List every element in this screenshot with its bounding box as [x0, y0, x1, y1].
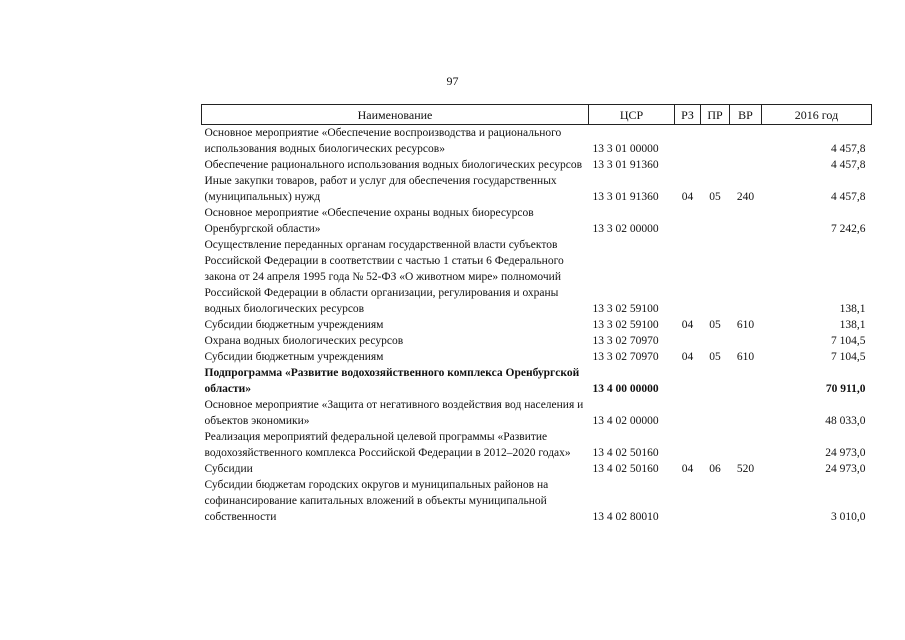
table-row	[202, 317, 872, 333]
row-vr	[730, 205, 762, 237]
row-vr	[730, 237, 762, 317]
row-pr	[701, 397, 730, 429]
row-vr	[730, 333, 762, 349]
header-year: 2016 год	[762, 105, 872, 125]
row-csr: 13 4 00 00000	[592, 383, 659, 395]
row-name: Подпрограмма «Развитие водохозяйственного комплекса Оренбургской области»	[204, 367, 580, 395]
row-csr: 13 4 02 50160	[592, 463, 659, 475]
row-name: Основное мероприятие «Обеспечение воспроизводства и рационального использования водных биологических ресурсов»	[204, 127, 562, 155]
row-csr: 13 3 02 59100	[592, 303, 659, 315]
row-vr	[730, 157, 762, 173]
budget-table	[201, 104, 872, 525]
header-csr: ЦСР	[589, 105, 675, 125]
table-row	[202, 173, 872, 205]
row-name: Иные закупки товаров, работ и услуг для обеспечения государственных (муниципальных) нужд	[204, 175, 557, 203]
row-rz: 04	[681, 351, 694, 363]
page-number: 97	[446, 74, 459, 88]
row-rz: 04	[681, 319, 694, 331]
row-rz	[675, 477, 701, 525]
row-amount: 4 457,8	[831, 191, 866, 203]
row-amount: 24 973,0	[825, 463, 866, 475]
row-vr: 520	[736, 463, 755, 475]
row-name: Субсидии бюджетам городских округов и муниципальных районов на софинансирование капитальных вложений в объекты муниципальной собственности	[204, 479, 549, 523]
header-rz: РЗ	[675, 105, 701, 125]
row-vr	[730, 397, 762, 429]
table-row	[202, 125, 872, 158]
row-rz	[675, 125, 701, 158]
row-pr	[701, 237, 730, 317]
row-pr	[701, 157, 730, 173]
row-name: Субсидии бюджетным учреждениям	[204, 319, 384, 331]
row-pr	[701, 365, 730, 397]
row-rz: 04	[681, 463, 694, 475]
table-row	[202, 157, 872, 173]
row-name: Основное мероприятие «Обеспечение охраны водных биоресурсов Оренбургской области»	[204, 207, 534, 235]
row-csr: 13 3 01 00000	[592, 143, 659, 155]
table-row	[202, 477, 872, 525]
row-amount: 7 104,5	[831, 335, 866, 347]
table-row	[202, 333, 872, 349]
row-pr: 05	[709, 319, 721, 331]
row-csr: 13 3 02 59100	[592, 319, 659, 331]
row-vr	[730, 125, 762, 158]
row-name: Обеспечение рационального использования водных биологических ресурсов	[204, 159, 583, 171]
row-pr: 05	[709, 351, 721, 363]
row-rz	[675, 429, 701, 461]
table-row	[202, 205, 872, 237]
row-name: Охрана водных биологических ресурсов	[204, 335, 404, 347]
row-amount: 70 911,0	[825, 383, 866, 395]
row-vr	[730, 365, 762, 397]
row-vr: 610	[736, 351, 755, 363]
row-name: Субсидии бюджетным учреждениям	[204, 351, 384, 363]
row-rz	[675, 333, 701, 349]
row-amount: 7 242,6	[831, 223, 866, 235]
row-amount: 7 104,5	[831, 351, 866, 363]
row-csr: 13 3 01 91360	[592, 191, 659, 203]
row-pr	[701, 333, 730, 349]
row-amount: 4 457,8	[831, 143, 866, 155]
row-rz: 04	[681, 191, 694, 203]
row-csr: 13 3 01 91360	[592, 159, 659, 171]
header-vr: ВР	[730, 105, 762, 125]
header-pr: ПР	[701, 105, 730, 125]
row-rz	[675, 205, 701, 237]
row-amount: 48 033,0	[825, 415, 866, 427]
row-pr	[701, 125, 730, 158]
row-csr: 13 4 02 00000	[592, 415, 659, 427]
row-csr: 13 4 02 80010	[592, 511, 659, 523]
row-pr: 06	[709, 463, 721, 475]
row-amount: 24 973,0	[825, 447, 866, 459]
row-csr: 13 3 02 00000	[592, 223, 659, 235]
row-name: Основное мероприятие «Защита от негативного воздействия вод населения и объектов экономики»	[204, 399, 584, 427]
row-pr	[701, 477, 730, 525]
table-body	[202, 125, 872, 526]
row-csr: 13 3 02 70970	[592, 335, 659, 347]
row-vr	[730, 477, 762, 525]
header-name: Наименование	[202, 105, 589, 125]
row-amount: 3 010,0	[831, 511, 866, 523]
row-vr: 240	[736, 191, 755, 203]
table-row	[202, 397, 872, 429]
row-pr	[701, 429, 730, 461]
row-name: Реализация мероприятий федеральной целевой программы «Развитие водохозяйственного комплекса Российской Федерации в 2012–2020 годах»	[204, 431, 571, 459]
table-row-subprogram	[202, 365, 872, 397]
row-rz	[675, 157, 701, 173]
table-row	[202, 429, 872, 461]
row-rz	[675, 237, 701, 317]
row-amount: 138,1	[839, 319, 866, 331]
row-csr: 13 4 02 50160	[592, 447, 659, 459]
row-vr: 610	[736, 319, 755, 331]
table-header	[202, 105, 872, 125]
table-row	[202, 461, 872, 477]
table-row	[202, 237, 872, 317]
row-vr	[730, 429, 762, 461]
row-csr: 13 3 02 70970	[592, 351, 659, 363]
row-amount: 138,1	[839, 303, 866, 315]
row-pr: 05	[709, 191, 721, 203]
row-rz	[675, 397, 701, 429]
row-name: Субсидии	[204, 463, 253, 475]
table-row	[202, 349, 872, 365]
row-pr	[701, 205, 730, 237]
row-name: Осуществление переданных органам государственной власти субъектов Российской Федерации в соответствии с частью 1 статьи 6 Федерального закона от 24 апреля 1995 года № 52-ФЗ «О животном мире» полномочий Российской Федерации в области организации, регулирования и охраны водных биологических ресурсов	[204, 239, 564, 315]
row-rz	[675, 365, 701, 397]
row-amount: 4 457,8	[831, 159, 866, 171]
